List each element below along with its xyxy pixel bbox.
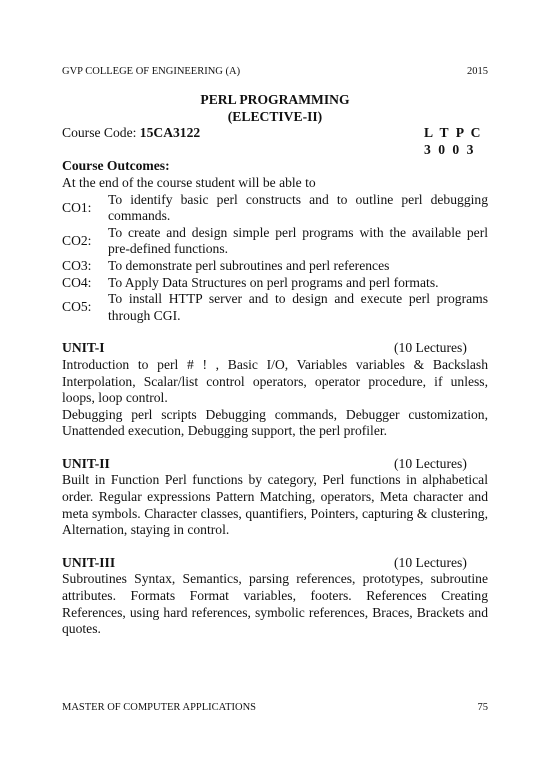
outcome-item xyxy=(62,275,488,292)
outcome-item xyxy=(62,291,488,324)
outcome-label: CO1: xyxy=(62,199,92,215)
outcomes-heading: Course Outcomes: xyxy=(62,158,170,174)
unit-paragraph: Built in Function Perl functions by category, Perl functions in alphabetical order. Regular expressions Pattern Matching, operators, Meta character and meta symbols. Character classes, quantifiers, Pointers, capturing & clustering, Alternation, staying in control. xyxy=(62,472,488,538)
outcome-item xyxy=(62,192,488,225)
outcome-item xyxy=(62,225,488,258)
outcome-label: CO3: xyxy=(62,257,92,273)
outcome-label: CO5: xyxy=(62,299,92,315)
course-code-row xyxy=(62,125,488,142)
page-number: 75 xyxy=(477,702,488,713)
outcome-text: To create and design simple perl programs with the available perl pre-defined functions. xyxy=(108,224,488,257)
unit-heading xyxy=(62,555,488,572)
footer-program: MASTER OF COMPUTER APPLICATIONS xyxy=(62,702,256,713)
outcome-item xyxy=(62,258,488,275)
outcomes-intro: At the end of the course student will be able to xyxy=(62,174,316,190)
header-year: 2015 xyxy=(467,66,488,77)
ltpc-values: 3 0 0 3 xyxy=(424,141,476,157)
unit-title: UNIT-I xyxy=(62,340,105,356)
unit-heading xyxy=(62,456,488,473)
unit-title: UNIT-II xyxy=(62,455,110,471)
unit-paragraph: Subroutines Syntax, Semantics, parsing references, prototypes, subroutine attributes. Formats Format variables, footers. References Creating References, using hard references, symbolic references, Braces, Brackets and quotes. xyxy=(62,571,488,637)
outcome-text: To Apply Data Structures on perl programs and perl formats. xyxy=(108,274,439,290)
course-subtitle: (ELECTIVE-II) xyxy=(227,108,323,124)
unit-heading xyxy=(62,340,488,357)
course-title: PERL PROGRAMMING xyxy=(200,92,350,107)
page-footer xyxy=(62,702,488,713)
course-code-label: Course Code: xyxy=(62,125,140,141)
unit-paragraph: Introduction to perl # ! , Basic I/O, Variables variables & Backslash Interpolation, Scalar/list control operators, operator procedure, if unless, loops, loop control. xyxy=(62,356,488,406)
outcome-text: To demonstrate perl subroutines and perl references xyxy=(108,257,390,273)
page-header xyxy=(62,66,488,77)
course-code xyxy=(62,125,200,142)
ltpc-heading: L T P C xyxy=(424,125,483,141)
unit-paragraph: Debugging perl scripts Debugging commands, Debugger customization, Unattended execution, Debugging support, the perl profiler. xyxy=(62,406,488,439)
outcome-label: CO4: xyxy=(62,274,92,290)
unit-lectures: (10 Lectures) xyxy=(394,554,467,570)
ltpc-values-row xyxy=(62,142,488,159)
unit-lectures: (10 Lectures) xyxy=(394,340,467,356)
unit-title: UNIT-III xyxy=(62,554,116,570)
outcome-label: CO2: xyxy=(62,233,92,249)
outcome-text: To install HTTP server and to design and execute perl programs through CGI. xyxy=(108,291,488,323)
outcome-text: To identify basic perl constructs and to outline perl debugging commands. xyxy=(108,191,488,224)
course-code-value: 15CA3122 xyxy=(139,125,201,141)
header-college: GVP COLLEGE OF ENGINEERING (A) xyxy=(62,66,241,77)
unit-lectures: (10 Lectures) xyxy=(394,455,467,471)
document-body xyxy=(62,92,488,638)
